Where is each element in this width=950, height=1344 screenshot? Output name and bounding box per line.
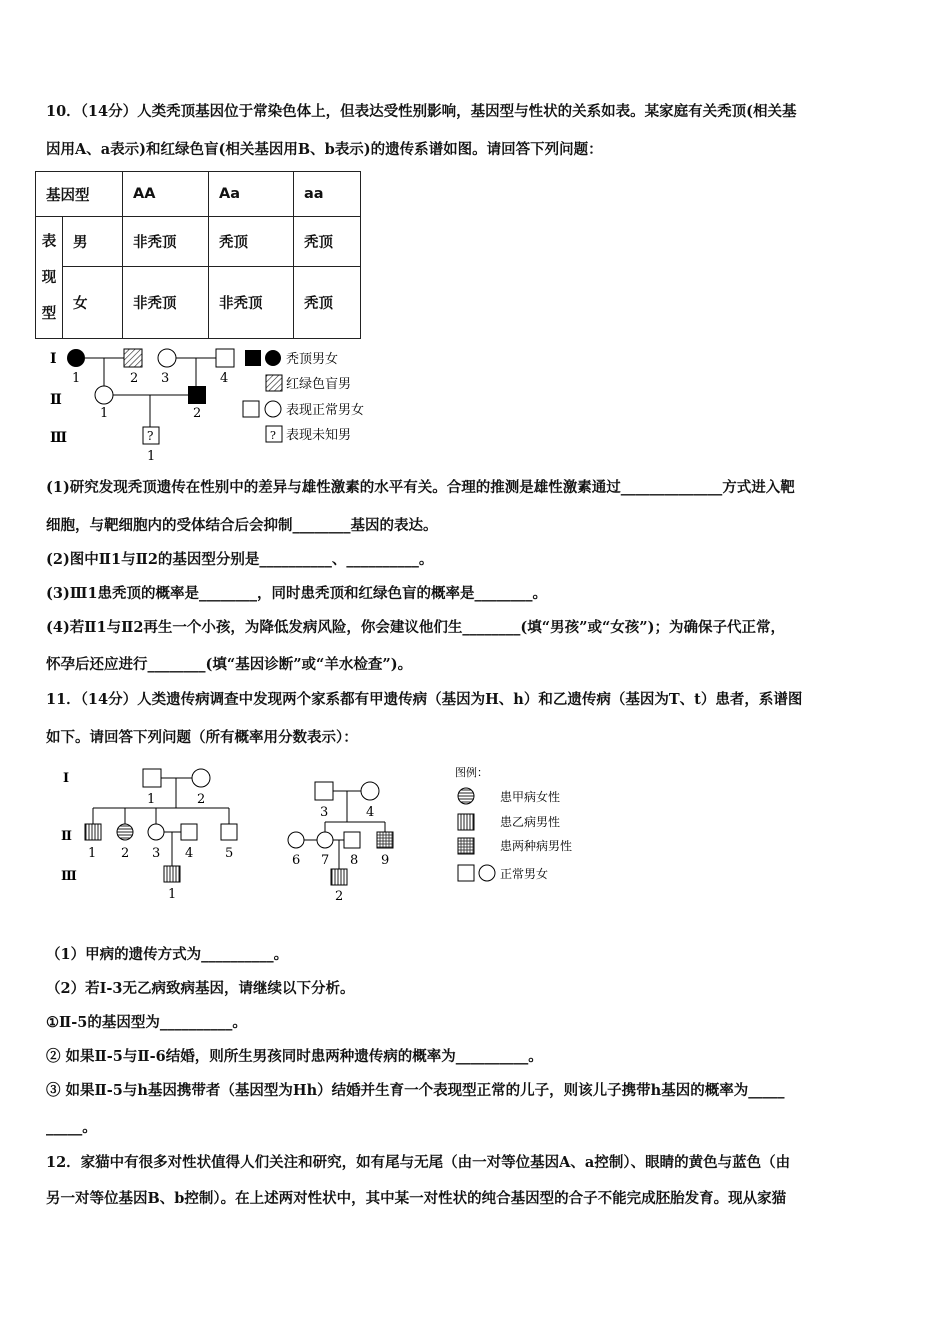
R-II7-normal-female-symbol bbox=[317, 832, 333, 848]
col-aa-lower: aa bbox=[294, 172, 361, 217]
q11-legend-both-disease-male: 患两种病男性 bbox=[500, 839, 573, 853]
L-III1-disease-b-male-symbol bbox=[164, 866, 180, 882]
R-II8-normal-male-symbol bbox=[344, 832, 360, 848]
q11-intro-line2: 如下。请回答下列问题（所有概率用分数表示）： bbox=[46, 729, 358, 746]
L-II1-disease-b-male-symbol bbox=[85, 824, 101, 840]
female-aa-het: 非秃顶 bbox=[209, 267, 294, 339]
female-label: 女 bbox=[63, 267, 123, 339]
I1-num: 1 bbox=[72, 371, 81, 386]
q11-legend-normal-male-symbol bbox=[458, 865, 474, 881]
R-III2-num: 2 bbox=[335, 889, 344, 902]
III1-num: 1 bbox=[147, 449, 156, 464]
q11-legend-both-disease-male-symbol bbox=[458, 838, 474, 854]
male-label: 男 bbox=[63, 217, 123, 267]
I2-num: 2 bbox=[130, 371, 139, 386]
I3-num: 3 bbox=[161, 371, 170, 386]
L-III1-num: 1 bbox=[168, 887, 177, 902]
female-aa-lower: 秃顶 bbox=[294, 267, 361, 339]
L-II3-num: 3 bbox=[152, 846, 161, 861]
q11-gen-label-III: Ⅲ bbox=[61, 869, 77, 884]
q11-sub1: （1）甲病的遗传方式为__________。 bbox=[46, 946, 289, 963]
I2-colorblind-male-symbol bbox=[124, 349, 142, 367]
q11-sub2-part1: ①Ⅱ-5的基因型为__________。 bbox=[46, 1014, 247, 1031]
R-II9-num: 9 bbox=[381, 853, 390, 868]
q11-sub2: （2）若I-3无乙病致病基因，请继续以下分析。 bbox=[46, 980, 355, 997]
legend-colorblind-male-symbol bbox=[266, 375, 282, 391]
gen-label-III: Ⅲ bbox=[50, 430, 68, 446]
female-aa-upper: 非秃顶 bbox=[123, 267, 209, 339]
q10-sub2: (2)图中Ⅱ1与Ⅱ2的基因型分别是__________、__________。 bbox=[46, 551, 434, 568]
II2-bald-male-symbol bbox=[188, 386, 206, 404]
q11-sub2-part3-line1: ③ 如果Ⅱ-5与h基因携带者（基因型为Hh）结婚并生育一个表现型正常的儿子，则该儿子携带h基因的概率为_____ bbox=[46, 1082, 785, 1099]
L-II1-num: 1 bbox=[88, 846, 97, 861]
L-I1-normal-male-symbol bbox=[143, 769, 161, 787]
R-II9-both-disease-male-symbol bbox=[377, 832, 393, 848]
L-II5-num: 5 bbox=[225, 846, 234, 861]
gen-label-II: Ⅱ bbox=[50, 392, 62, 408]
R-II6-normal-female-symbol bbox=[288, 832, 304, 848]
L-I2-num: 2 bbox=[197, 792, 206, 807]
I3-normal-female-symbol bbox=[158, 349, 176, 367]
legend-normal-male-symbol bbox=[243, 401, 259, 417]
col-aa-het: Aa bbox=[209, 172, 294, 217]
II2-num: 2 bbox=[193, 406, 202, 421]
R-I4-num: 4 bbox=[366, 805, 375, 820]
q11-sub2-part2: ② 如果Ⅱ-5与Ⅱ-6结婚，则所生男孩同时患两种遗传病的概率为__________。 bbox=[46, 1048, 543, 1065]
legend-question-mark: ? bbox=[270, 429, 276, 442]
legend-normal-female-symbol bbox=[265, 401, 281, 417]
q11-legend-normal: 正常男女 bbox=[500, 867, 549, 881]
q11-legend-disease-a-female-symbol bbox=[458, 788, 474, 804]
genotype-phenotype-table bbox=[35, 171, 361, 339]
male-aa-upper: 非秃顶 bbox=[123, 217, 209, 267]
gen-label-I: Ⅰ bbox=[50, 351, 57, 367]
legend-bald-female-symbol bbox=[265, 350, 281, 366]
q12-intro-line2: 另一对等位基因B、b控制）。在上述两对性状中，其中某一对性状的纯合基因型的合子不能完成胚胎发育。现从家猫 bbox=[46, 1190, 787, 1207]
L-II2-disease-a-female-symbol bbox=[117, 824, 133, 840]
legend-colorblind: 红绿色盲男 bbox=[286, 377, 352, 392]
I4-normal-male-symbol bbox=[216, 349, 234, 367]
q10-intro-line1: 10．（14分）人类秃顶基因位于常染色体上，但表达受性别影响，基因型与性状的关系如表。某家庭有关秃顶(相关基 bbox=[46, 103, 797, 120]
q12-intro-line1: 12．家猫中有很多对性状值得人们关注和研究，如有尾与无尾（由一对等位基因A、a控制）、眼睛的黄色与蓝色（由 bbox=[46, 1154, 791, 1171]
L-II4-normal-male-symbol bbox=[181, 824, 197, 840]
q11-intro-line1: 11．（14分）人类遗传病调查中发现两个家系都有甲遗传病（基因为H、h）和乙遗传病（基因为T、t）患者，系谱图 bbox=[46, 691, 803, 708]
R-II6-num: 6 bbox=[292, 853, 301, 868]
R-I4-normal-female-symbol bbox=[361, 782, 379, 800]
q11-legend-disease-b-male: 患乙病男性 bbox=[500, 815, 561, 829]
L-II3-normal-female-symbol bbox=[148, 824, 164, 840]
R-II7-num: 7 bbox=[321, 853, 330, 868]
q11-gen-label-II: Ⅱ bbox=[61, 829, 72, 844]
pheno-char-3: 型 bbox=[41, 305, 57, 322]
q10-sub1-line2: 细胞，与靶细胞内的受体结合后会抑制________基因的表达。 bbox=[46, 517, 438, 534]
pheno-char-1: 表 bbox=[41, 233, 57, 250]
q11-sub2-part3-line2: _____。 bbox=[46, 1119, 97, 1136]
q10-sub4-line1: (4)若Ⅱ1与Ⅱ2再生一个小孩，为降低发病风险，你会建议他们生________(填“男孩”或“女孩”)；为确保子代正常， bbox=[46, 619, 786, 636]
L-I1-num: 1 bbox=[147, 792, 156, 807]
legend-normal: 表现正常男女 bbox=[286, 403, 365, 418]
q10-intro-line2: 因用A、a表示)和红绿色盲(相关基因用B、b表示)的遗传系谱如图。请回答下列问题： bbox=[46, 141, 603, 158]
legend-bald-male-symbol bbox=[245, 350, 261, 366]
q10-sub1-line1: (1)研究发现秃顶遗传在性别中的差异与雄性激素的水平有关。合理的推测是雄性激素通过______________方式进入靶 bbox=[46, 479, 795, 496]
I1-bald-female-symbol bbox=[67, 349, 85, 367]
q11-gen-label-I: Ⅰ bbox=[63, 771, 70, 786]
q11-legend-title: 图例： bbox=[455, 766, 488, 779]
legend-bald: 秃顶男女 bbox=[286, 352, 339, 367]
q11-legend-normal-female-symbol bbox=[479, 865, 495, 881]
q11-legend-disease-b-male-symbol bbox=[458, 814, 474, 830]
L-II4-num: 4 bbox=[185, 846, 194, 861]
q11-pedigree-figure bbox=[55, 762, 600, 902]
legend-unknown: 表现未知男 bbox=[286, 428, 352, 443]
L-II2-num: 2 bbox=[121, 846, 130, 861]
q10-sub3: (3)Ⅲ1患秃顶的概率是________，同时患秃顶和红绿色盲的概率是________。 bbox=[46, 585, 548, 602]
I4-num: 4 bbox=[220, 371, 229, 386]
pheno-char-2: 现 bbox=[41, 269, 57, 286]
genotype-header: 基因型 bbox=[36, 172, 123, 217]
q11-legend-disease-a-female: 患甲病女性 bbox=[500, 790, 561, 804]
R-III2-disease-b-male-symbol bbox=[331, 869, 347, 885]
III1-question-mark: ? bbox=[147, 429, 154, 443]
II1-normal-female-symbol bbox=[95, 386, 113, 404]
R-II8-num: 8 bbox=[350, 853, 359, 868]
R-I3-normal-male-symbol bbox=[315, 782, 333, 800]
II1-num: 1 bbox=[100, 406, 109, 421]
q10-pedigree-figure bbox=[40, 342, 390, 464]
R-I3-num: 3 bbox=[320, 805, 329, 820]
L-II5-normal-male-symbol bbox=[221, 824, 237, 840]
q10-sub4-line2: 怀孕后还应进行________(填“基因诊断”或“羊水检查”)。 bbox=[46, 656, 413, 673]
col-aa-upper: AA bbox=[123, 172, 209, 217]
male-aa-het: 秃顶 bbox=[209, 217, 294, 267]
phenotype-label bbox=[36, 217, 63, 339]
male-aa-lower: 秃顶 bbox=[294, 217, 361, 267]
L-I2-normal-female-symbol bbox=[192, 769, 210, 787]
